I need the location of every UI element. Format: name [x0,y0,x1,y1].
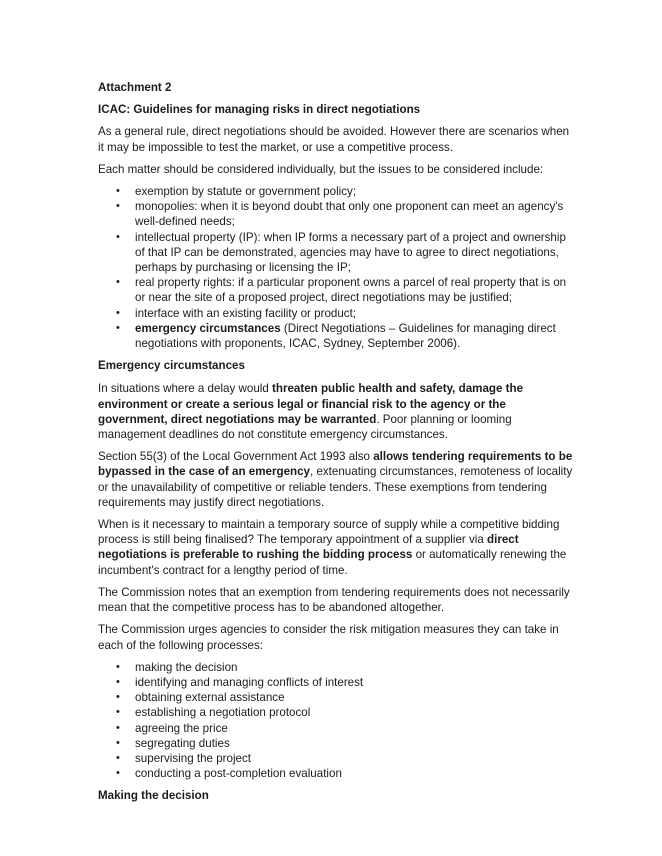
list-item-text: agreeing the price [135,721,228,735]
issues-list [98,184,578,351]
bullet-icon: • [116,706,120,719]
bullet-icon: • [116,200,120,213]
list-item-text: (Direct Negotiations – Guidelines for managing direct negotiations with proponents, ICAC, Sydney, September 2006). [135,321,556,351]
temporary-supply-paragraph [98,517,578,578]
list-item-text: interface with an existing facility or product; [135,306,357,320]
list-item [98,736,578,751]
bullet-icon: • [116,306,120,319]
list-item [98,721,578,736]
list-item [98,660,578,675]
list-item-text: real property rights: if a particular proponent owns a parcel of real property that is on or near the site of a proposed project, direct negotiations may be justified; [135,276,567,305]
list-item [98,306,578,321]
emergency-heading: Emergency circumstances [98,359,245,373]
bullet-icon: • [116,230,120,243]
attachment-label: Attachment 2 [98,81,172,94]
list-item [98,690,578,705]
list-item-text: identifying and managing conflicts of interest [135,675,364,689]
list-item-text: making the decision [135,660,238,674]
bold-text-run: direct negotiations is preferable to rushing the bidding process [98,533,519,562]
list-item [98,199,578,229]
bullet-icon: • [116,751,120,764]
bullet-icon: • [116,736,120,749]
text-run: When is it necessary to maintain a temporary source of supply while a competitive bidding process is still being finalised? The temporary appointment of a supplier via [98,518,560,547]
bullet-icon: • [116,276,120,289]
list-item [98,675,578,690]
list-item [98,230,578,276]
list-item-text: exemption by statute or government policy; [135,185,357,199]
list-item [98,751,578,766]
list-item-text: obtaining external assistance [135,691,285,705]
intro-paragraph-1: As a general rule, direct negotiations should be avoided. However there are scenarios when it may be impossible to test the market, or use a competitive process. [98,125,570,154]
bullet-icon: • [116,185,120,198]
bullet-icon: • [116,721,120,734]
list-item-text: segregating duties [135,736,230,750]
list-item [98,321,578,351]
processes-list [98,660,578,782]
list-item-text: establishing a negotiation protocol [135,706,311,720]
list-item [98,184,578,199]
section55-paragraph [98,449,578,510]
making-decision-heading: Making the decision [98,789,209,803]
emergency-paragraph [98,381,578,442]
commission-notes-paragraph: The Commission notes that an exemption from tendering requirements does not necessarily mean that the competitive process has to be abandoned altogether. [98,585,570,615]
text-run: In situations where a delay would [98,382,273,396]
document-title: ICAC: Guidelines for managing risks in direct negotiations [98,103,421,117]
text-run: , extenuating circumstances, remoteness of locality or the unavailability of competitive or reliable tenders. These exemptions from tendering requirements may justify direct negotiations. [98,465,573,509]
list-item [98,766,578,781]
bullet-icon: • [116,660,120,673]
list-item [98,275,578,305]
list-item-text: conducting a post-completion evaluation [135,767,342,781]
bold-text-run: allows tendering requirements to be bypassed in the case of an emergency [98,450,573,479]
list-item [98,705,578,720]
list-item-text: supervising the project [135,751,251,765]
commission-urges-paragraph: The Commission urges agencies to consider the risk mitigation measures they can take in each of the following processes: [98,623,559,652]
text-run: . Poor planning or looming management deadlines do not constitute emergency circumstances. [98,412,512,442]
list-item-text: monopolies: when it is beyond doubt that only one proponent can meet an agency's well-defined needs; [135,200,564,229]
bullet-icon: • [116,691,120,704]
bullet-icon: • [116,675,120,688]
text-run: Section 55(3) of the Local Government Act 1993 also [98,450,374,464]
bold-text-run: threaten public health and safety, damage the environment or create a serious legal or financial risk to the agency or the government, direct negotiations may be warranted [98,382,524,426]
text-run: or automatically renewing the incumbent's contract for a lengthy period of time. [98,548,567,577]
list-item-text: intellectual property (IP): when IP forms a necessary part of a project and ownership of that IP can be demonstrated, agencies may have to agree to direct negotiations, perhaps by purchasing or licensing the IP; [135,230,566,275]
intro-paragraph-2: Each matter should be considered individually, but the issues to be considered include: [98,162,544,176]
list-item-bold-text: emergency circumstances [135,321,281,335]
bullet-icon: • [116,321,120,334]
document-body [98,80,578,804]
bullet-icon: • [116,767,120,780]
